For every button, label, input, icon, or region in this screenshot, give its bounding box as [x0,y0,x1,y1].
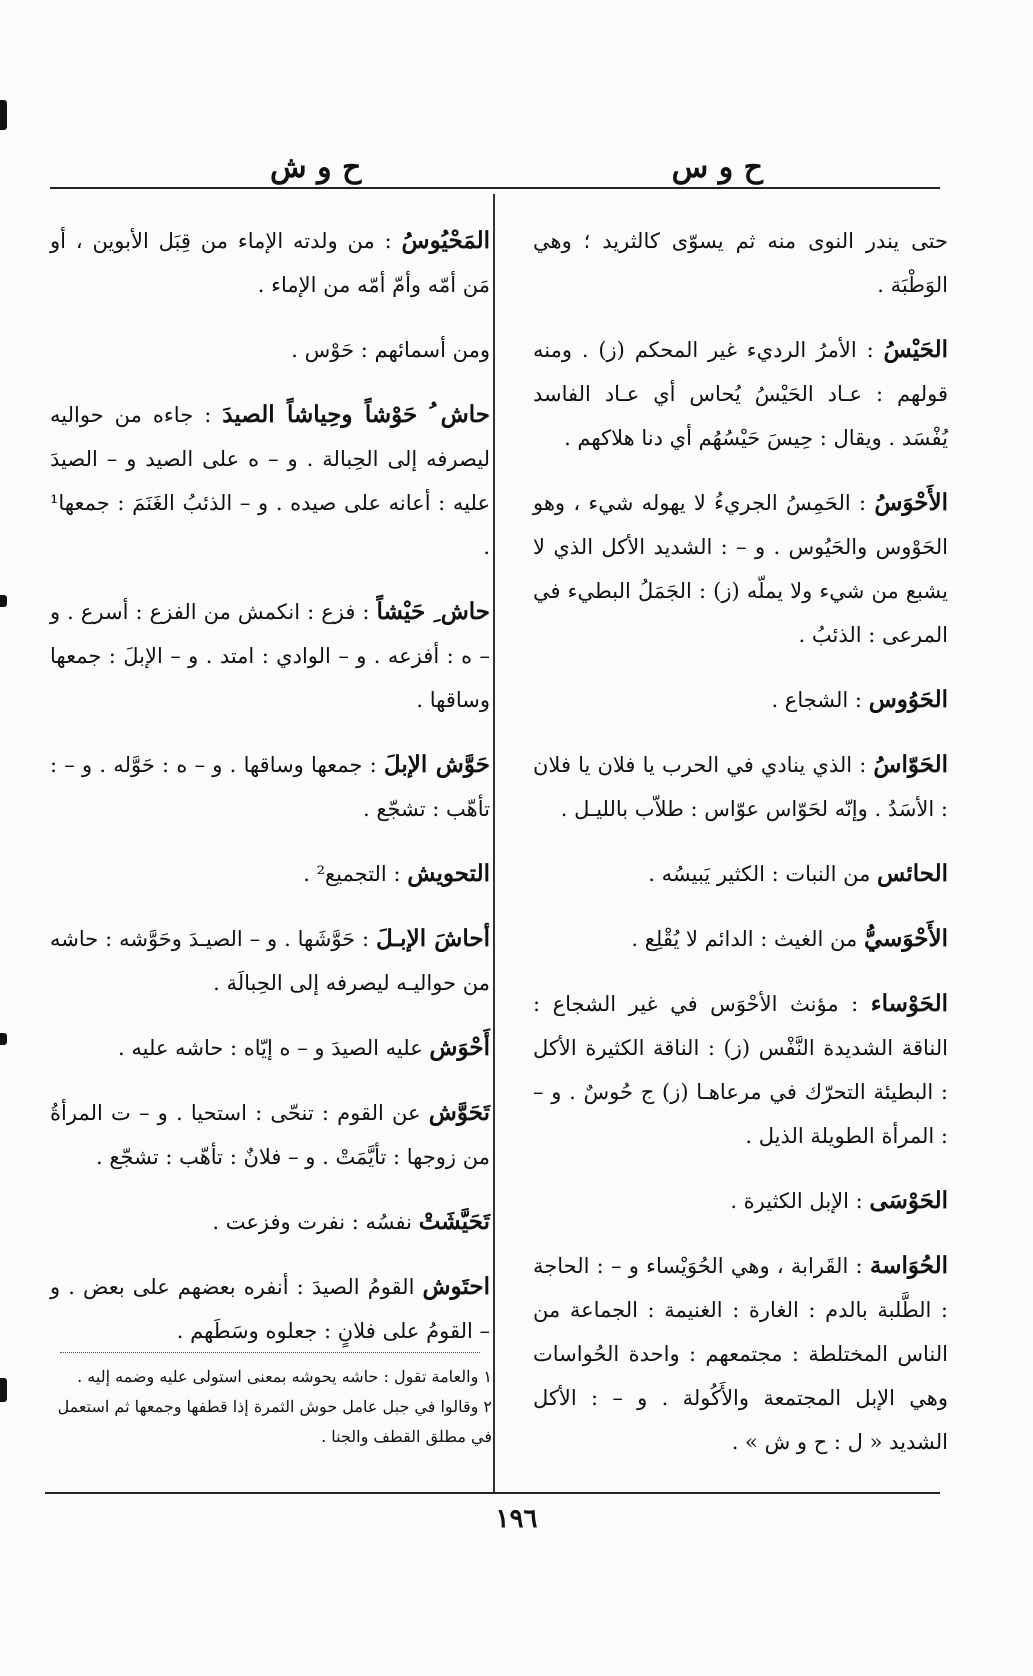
footnote: ١ والعامة تقول : حاشه يحوشه بمعنى استولى عليه وضمه إليه . [77,1367,492,1386]
dictionary-entry: حتى يندر النوى منه ثم يسوّى كالثريد ؛ وهي الوَطْبَة . [533,229,948,297]
dictionary-entry: الحَوْسَى : الإبل الكثيرة . [730,1187,948,1214]
footnote-separator [60,1352,480,1353]
header-rule [50,187,940,189]
footnote: ٢ وقالوا في جبل عامل حوش الثمرة إذا قطفها وجمعها ثم استعمل في مطلق القطف والجنا . [57,1397,492,1446]
dictionary-entry: ومن أسمائهم : حَوْس . [291,338,490,362]
margin-mark [0,595,7,607]
right-column [533,198,948,1472]
dictionary-entry: المَحْيُوسُ : من ولدته الإماء من قِبَل الأبوين ، أو مَن أمّه وأمّ أمّه من الإماء . [50,227,490,297]
left-column [50,198,490,1361]
dictionary-entry: أحاشَ الإبـلَ : حَوَّشَها . و – الصيـدَ وحَوَّشه : حاشه من حواليـه ليصرفه إلى الحِبالَة . [50,925,490,995]
dictionary-entry: الحائس من النبات : الكثير يَبيسُه . [648,860,948,887]
dictionary-entry: الحَوُوس : الشجاع . [771,686,948,713]
dictionary-entry: احتَوش القومُ الصيدَ : أنفره بعضهم على بعض . و – القومُ على فلانٍ : جعلوه وسَطَهم . [50,1273,490,1343]
dictionary-entry: حاش ِ حَيْشاً : فزع : انكمش من الفزع : أسرع . و – ه : أفزعه . و – الوادي : امتد . و – الإبلَ : جمعها وساقها . [50,598,490,712]
dictionary-entry: الحَوْساء : مؤنث الأحْوَس في غير الشجاع : الناقة الشديدة النَّفْس (ز) : الناقة الكثيرة الأكل : البطيئة التحرّك في مرعاهـا (ز) ج حُوسٌ . و – : المرأة الطويلة الذيل . [533,990,948,1148]
dictionary-entry: الأَحْوَسُ : الحَمِسُ الجريءُ لا يهوله شيء ، وهو الحَوْوس والحَيُوس . و – : الشديد الأكل الذي لا يشبع من شيء ولا يملّه (ز) : الجَمَلُ البطيء في المرعى : الذئبُ . [533,489,948,647]
dictionary-entry: الأَحْوَسيُّ من الغيث : الدائم لا يُقْلِع . [631,925,948,952]
margin-mark [0,1033,7,1045]
dictionary-entry: الحَوّاسُ : الذي ينادي في الحرب يا فلان يا فلان : الأسَدُ . وإنّه لحَوّاس عوّاس : طلاّب بالليـل . [533,751,948,821]
dictionary-entry: التحويش : التجميع² . [303,860,490,887]
dictionary-entry: أَحْوَش عليه الصيدَ و – ه إيّاه : حاشه عليه . [118,1034,490,1061]
margin-mark [0,1378,7,1402]
dictionary-entry: تَحَيَّشَتْ نفسُه : نفرت وفزعت . [212,1208,490,1235]
dictionary-entry: حاش ُ حَوْشاً وحِياشاً الصيدَ : جاءه من حواليه ليصرفه إلى الحِبالة . و – ه على الصيد و – الصيدَ عليه : أعانه على صيده . و – الذئبُ الغَنَمَ : جمعها¹ . [50,401,490,559]
margin-mark [0,100,7,130]
dictionary-entry: تَحَوَّش عن القوم : تنحّى : استحيا . و – ت المرأةُ من زوجها : تأيَّمَتْ . و – فلانٌ : تأهّب : تشجّع . [50,1099,490,1169]
dictionary-entry: حَوَّش الإبلَ : جمعها وساقها . و – ه : حَوَّله . و – : تأهّب : تشجّع . [50,751,490,821]
running-head-right: ح و س [671,150,763,185]
page-number: ١٩٦ [495,1504,538,1534]
footnotes [52,1362,492,1452]
column-divider [493,194,495,1492]
dictionary-entry: الحَيْسُ : الأمرُ الرديء غير المحكم (ز) . ومنه قولهم : عـاد الحَيْسُ يُحاس أي عـاد الفاسد يُفْسَد . ويقال : حِيسَ حَيْسُهُم أي دنا هلاكهم . [533,336,948,450]
running-head-left: ح و ش [270,150,362,185]
footer-rule [45,1492,940,1494]
dictionary-entry: الحُوَاسة : القَرابة ، وهي الحُوَيْساء و – : الحاجة : الطَّلبة بالدم : الغارة : الغنيمة : الجماعة من الناس المختلطة : مجتمعهم : واحدة الحُواسات وهي الإبل المجتمعة والأَكُولة . و – : الأكل الشديد « ل : ح و ش » . [533,1252,948,1454]
